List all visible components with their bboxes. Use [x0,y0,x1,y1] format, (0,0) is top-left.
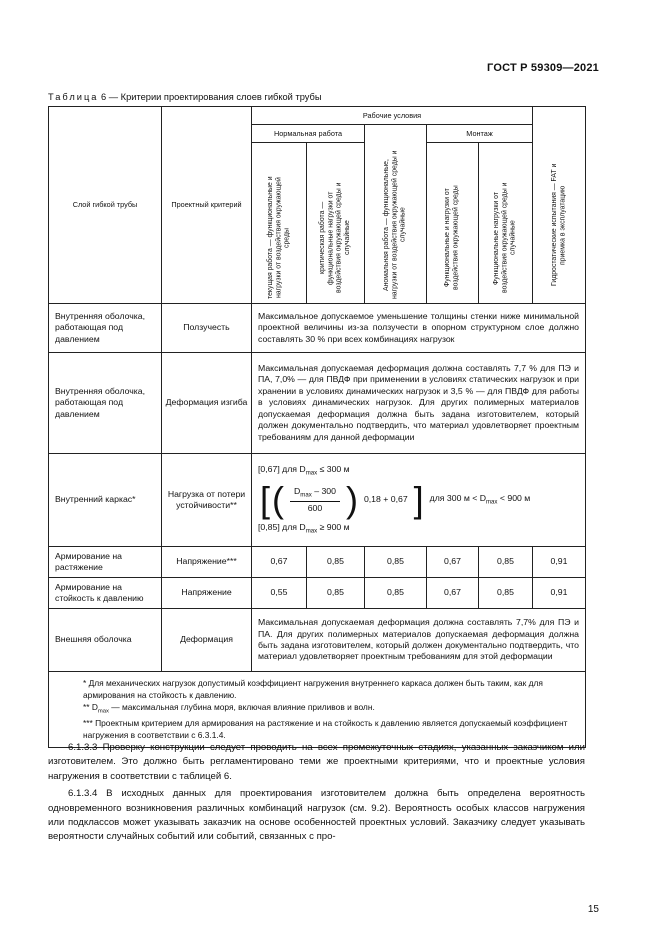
caption-label: Таблица [48,92,99,102]
value-cell: 0,55 [252,578,307,609]
header-working-conditions: Рабочие условия [252,107,533,125]
table-caption [48,92,322,102]
row-bending [49,353,586,454]
carcass-formula-cell [252,454,586,547]
value-cell: 0,91 [533,578,586,609]
value-cell: 0,85 [307,578,365,609]
value-cell: 0,85 [479,547,533,578]
row-text: Максимальная допускаемая деформация должна составлять 7,7% для ПЭ и ПА. Для других полимерных материалов допускаемая деформация должна быть задана изготовителем, который должен документально подтвердить, что материал удовлетворяет проектным требованиям для этой деформации [252,609,586,672]
row-creep [49,304,586,353]
header-layer: Слой гибкой трубы [49,107,162,304]
value-cell: 0,67 [252,547,307,578]
design-criteria-table [48,106,586,748]
row-criterion: Ползучесть [162,304,252,353]
row-layer: Внутренняя оболочка, работающая под давлением [49,353,162,454]
value-cell: 0,85 [479,578,533,609]
footnote-1: * Для механических нагрузок допустимый коэффициент нагружения внутреннего каркаса должен быть таким, как для армирования на стойкость к давлению. [83,678,543,701]
row-layer: Внешняя оболочка [49,609,162,672]
value-cell: 0,85 [365,547,427,578]
footnotes [49,672,586,748]
caption-title: — Критерии проектирования слоев гибкой трубы [106,92,322,102]
row-pressure [49,578,586,609]
formula-condition: для 300 $м < D_{max} < 900$ м [429,493,531,506]
row-criterion: Напряжение*** [162,547,252,578]
header-install-functional: Функциональные и нагрузки от воздействия окружающей среды [427,143,479,304]
row-layer: Внутренняя оболочка, работающая под давлением [49,304,162,353]
header-hydrotest: Гидростатические испытания — FAT и приемка в эксплуатацию [533,107,586,304]
page-number: 15 [587,904,599,915]
formula-line-3: [0,85] для $D_{max} \ge 900$ м [258,522,350,535]
row-criterion: Нагрузка от потери устойчивости** [162,454,252,547]
row-layer: Армирование на стойкость к давлению [49,578,162,609]
body-text [48,741,585,848]
row-carcass [49,454,586,547]
value-cell: 0,91 [533,547,586,578]
paragraph-6-1-3-3: 6.1.3.3 Проверку конструкции следует проводить на всех промежуточных стадиях, указанных заказчиком или изготовителем. Это должно быть регламентировано теми же проектными критериями, что и проектные условия нагружения в соответствии с таблицей 6. [48,742,585,782]
row-text: Максимальная допускаемая деформация должна составлять 7,7 % для ПЭ и ПА, 7,0% — для ПВДФ при применении в условиях статических нагрузок и при хранении в условиях динамических нагрузок и 3,5 % — для ПВДФ для работы в условиях динамических нагрузок. Для других полимерных материалов допускаемая деформация должна быть задана изготовителем, который должен документально подтвердить, что материал удовлетворяет проектным требованиям для данной деформации [252,353,586,454]
value-cell: 0,67 [427,547,479,578]
formula-line-1: [0,67] для $D_{max} \le 300$ м [258,464,350,477]
header-normal-operation: Нормальная работа [252,125,365,143]
header-abnormal: Аномальная работа — функциональные, нагрузки от воздействия окружающей среды и случайные [365,125,427,304]
row-layer: Внутренний каркас* [49,454,162,547]
footnote-3: *** Проектным критерием для армирования на растяжение и на стойкость к давлению является допускаемый коэффициент нагружения в соответствии с 6.3.1.4. [83,717,568,740]
document-id: ГОСТ Р 59309—2021 [487,62,599,74]
footnotes-row [49,672,586,748]
row-criterion: Деформация [162,609,252,672]
row-outer-sheath [49,609,586,672]
formula-fraction: $\frac{D_{max} - 300}{600}$ [290,486,340,514]
header-installation: Монтаж [427,125,533,143]
row-tensile [49,547,586,578]
header-criterion: Проектный критерий [162,107,252,304]
header-critical-operation: критическая работа — функциональные нагрузки от воздействия окружающей среды и случайные [307,143,365,304]
row-criterion: Напряжение [162,578,252,609]
value-cell: 0,85 [307,547,365,578]
row-layer: Армирование на растяжение [49,547,162,578]
header-current-operation: текущая работа — функциональные и нагрузки от воздействия окружающей среды [252,143,307,304]
formula-line-2: [ ( $\frac{D_{max} - 300}{600}$ ) 0,18 + 0,67 ] для 300 $м < D_{max} < 900$ м [260,479,531,520]
row-text: Максимальное допускаемое уменьшение толщины стенки ниже минимальной проектной величины из-за ползучести в опорном структурном слое должно составлять 30 % при всех комбинациях нагрузок [252,304,586,353]
caption-number: 6 [101,92,107,102]
header-install-accidental: Функциональные нагрузки от воздействия окружающей среды и случайные [479,143,533,304]
value-cell: 0,67 [427,578,479,609]
formula-middle: 0,18 + 0,67 [363,494,408,505]
footnote-2: ** $D_{max}$ — максимальная глубина моря, включая влияние приливов и волн. [83,702,375,716]
paragraph-6-1-3-4: 6.1.3.4 В исходных данных для проектирования изготовителем должна быть определена вероятность одновременного возникновения различных комбинаций нагрузок (см. 9.2). Вероятность особых классов нагружения или подклассов может указывать заказчик на основе особенностей проектных условий. Заказчику следует указывать вероятности случайных событий или событий, связанных с про- [48,788,585,843]
value-cell: 0,85 [365,578,427,609]
row-criterion: Деформация изгиба [162,353,252,454]
header-row-1 [49,107,586,125]
